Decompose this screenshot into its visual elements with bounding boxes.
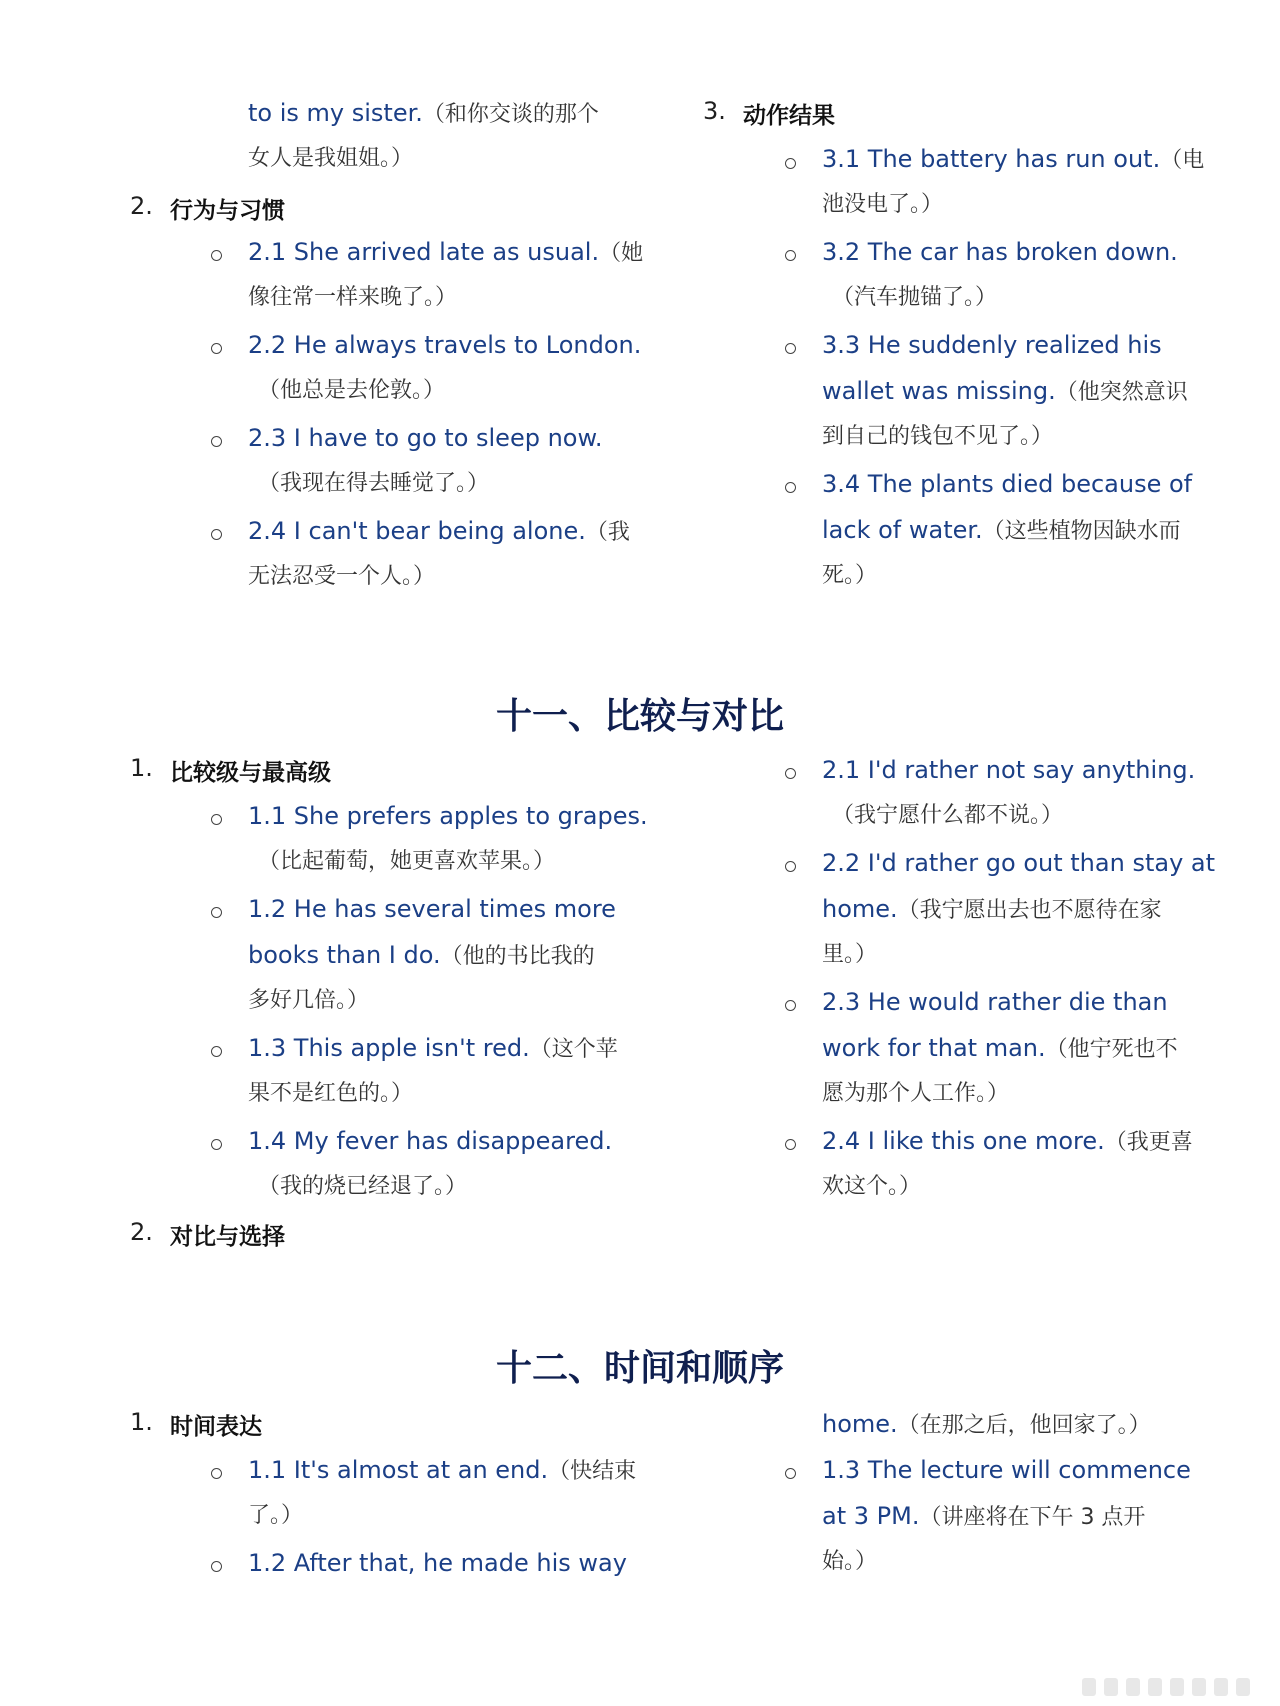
sentence-en: at 3 PM. bbox=[822, 1502, 920, 1530]
sentence-zh: （我更喜 bbox=[1104, 1130, 1193, 1155]
sentence-en: books than I do. bbox=[248, 941, 441, 969]
page-mark-icon bbox=[1104, 1678, 1118, 1696]
list-item-cont bbox=[822, 1500, 1145, 1534]
continued-sentence bbox=[822, 1408, 1151, 1442]
sentence-zh-line: 里。） bbox=[822, 942, 878, 967]
page-mark-icon bbox=[1126, 1678, 1140, 1696]
sentence-zh-line: 像往常一样来晚了。） bbox=[248, 285, 458, 310]
sentence-en: 1.4 My fever has disappeared. bbox=[248, 1127, 613, 1155]
sentence-zh: （我宁愿出去也不愿待在家 bbox=[897, 898, 1162, 923]
sentence-zh: （电 bbox=[1160, 148, 1205, 173]
sentence-zh-line: 多好几倍。） bbox=[248, 988, 370, 1013]
sentence-en: 2.1 She arrived late as usual. bbox=[248, 238, 600, 266]
sentence-zh: （在那之后，他回家了。） bbox=[897, 1413, 1151, 1438]
sentence-zh: （他宁死也不 bbox=[1045, 1037, 1178, 1062]
list-item bbox=[248, 515, 630, 549]
sentence-en: 1.3 This apple isn't red. bbox=[248, 1034, 530, 1062]
sentence-en: wallet was missing. bbox=[822, 377, 1056, 405]
sentence-zh: （他的书比我的 bbox=[440, 944, 595, 969]
sentence-en: 2.1 I'd rather not say anything. bbox=[822, 756, 1196, 784]
sentence-en: 2.2 He always travels to London. bbox=[248, 331, 642, 359]
sentence-en: 3.4 The plants died because of bbox=[822, 470, 1193, 498]
sentence-zh-line: 果不是红色的。） bbox=[248, 1081, 414, 1106]
sentence-zh-line: 无法忍受一个人。） bbox=[248, 564, 436, 589]
list-item bbox=[822, 143, 1204, 177]
bullet-icon bbox=[785, 250, 796, 261]
section-title: 十二、时间和顺序 bbox=[495, 1348, 784, 1389]
page-mark-icon bbox=[1082, 1678, 1096, 1696]
footer-watermark bbox=[1082, 1678, 1250, 1696]
sentence-en: to is my sister. bbox=[248, 99, 423, 127]
bullet-icon bbox=[785, 768, 796, 779]
sentence-en: 3.2 The car has broken down. bbox=[822, 238, 1178, 266]
bullet-icon bbox=[785, 1468, 796, 1479]
sentence-zh-line: （他总是去伦敦。） bbox=[258, 378, 446, 403]
sentence-zh: （他突然意识 bbox=[1055, 380, 1188, 405]
sentence-zh: （和你交谈的那个 bbox=[422, 102, 599, 127]
sentence-zh-line: （比起葡萄，她更喜欢苹果。） bbox=[258, 849, 556, 874]
bullet-icon bbox=[211, 1561, 222, 1572]
sentence-en: 1.1 It's almost at an end. bbox=[248, 1456, 549, 1484]
page-mark-icon bbox=[1170, 1678, 1184, 1696]
category-number: 2. bbox=[130, 192, 153, 220]
sentence-en: 1.2 After that, he made his way bbox=[248, 1549, 627, 1577]
sentence-zh: （我 bbox=[585, 520, 630, 545]
sentence-zh-line: （我宁愿什么都不说。） bbox=[832, 803, 1064, 828]
list-item bbox=[248, 236, 643, 270]
list-item bbox=[248, 1032, 618, 1066]
sentence-zh-line: 欢这个。） bbox=[822, 1174, 922, 1199]
list-item bbox=[248, 1454, 636, 1488]
list-item bbox=[822, 1125, 1193, 1159]
bullet-icon bbox=[211, 436, 222, 447]
bullet-icon bbox=[785, 861, 796, 872]
sentence-en: 2.2 I'd rather go out than stay at bbox=[822, 849, 1216, 877]
bullet-icon bbox=[211, 250, 222, 261]
sentence-zh-line: 池没电了。） bbox=[822, 192, 944, 217]
section-title: 十一、比较与对比 bbox=[495, 696, 784, 737]
page-mark-icon bbox=[1192, 1678, 1206, 1696]
bullet-icon bbox=[211, 1468, 222, 1479]
category-title: 行为与习惯 bbox=[170, 198, 285, 224]
sentence-zh-line: 女人是我姐姐。） bbox=[248, 146, 414, 171]
sentence-zh: （这些植物因缺水而 bbox=[982, 519, 1181, 544]
bullet-icon bbox=[211, 343, 222, 354]
sentence-en: 2.4 I can't bear being alone. bbox=[248, 517, 586, 545]
category-number: 3. bbox=[703, 97, 726, 125]
bullet-icon bbox=[211, 814, 222, 825]
sentence-en: 2.3 I have to go to sleep now. bbox=[248, 424, 603, 452]
bullet-icon bbox=[211, 1139, 222, 1150]
category-title: 对比与选择 bbox=[170, 1224, 285, 1250]
sentence-en: 1.2 He has several times more bbox=[248, 895, 616, 923]
sentence-zh: （这个苹 bbox=[529, 1037, 618, 1062]
sentence-zh-line: （我的烧已经退了。） bbox=[258, 1174, 468, 1199]
category-number: 2. bbox=[130, 1218, 153, 1246]
sentence-en: 3.3 He suddenly realized his bbox=[822, 331, 1162, 359]
bullet-icon bbox=[785, 1139, 796, 1150]
sentence-zh-line: 了。） bbox=[248, 1503, 304, 1528]
sentence-zh: （她 bbox=[599, 241, 644, 266]
continued-sentence bbox=[248, 97, 599, 131]
sentence-en: home. bbox=[822, 895, 898, 923]
sentence-en: home. bbox=[822, 1410, 898, 1438]
bullet-icon bbox=[785, 158, 796, 169]
category-title: 动作结果 bbox=[743, 103, 835, 129]
sentence-en: 1.3 The lecture will commence bbox=[822, 1456, 1191, 1484]
sentence-zh: （讲座将在下午 3 点开 bbox=[919, 1505, 1146, 1530]
page-mark-icon bbox=[1214, 1678, 1228, 1696]
page-mark-icon bbox=[1236, 1678, 1250, 1696]
category-number: 1. bbox=[130, 1408, 153, 1436]
bullet-icon bbox=[785, 1000, 796, 1011]
bullet-icon bbox=[211, 529, 222, 540]
sentence-zh-line: 死。） bbox=[822, 563, 878, 588]
page-mark-icon bbox=[1148, 1678, 1162, 1696]
sentence-zh: （快结束 bbox=[548, 1459, 637, 1484]
bullet-icon bbox=[785, 482, 796, 493]
list-item-cont bbox=[822, 375, 1188, 409]
sentence-en: 1.1 She prefers apples to grapes. bbox=[248, 802, 648, 830]
sentence-zh-line: （我现在得去睡觉了。） bbox=[258, 471, 490, 496]
sentence-zh-line: 愿为那个人工作。） bbox=[822, 1081, 1010, 1106]
list-item-cont bbox=[822, 1032, 1178, 1066]
list-item-cont bbox=[248, 939, 595, 973]
sentence-zh-line: （汽车抛锚了。） bbox=[832, 285, 998, 310]
bullet-icon bbox=[211, 1046, 222, 1057]
category-title: 比较级与最高级 bbox=[170, 760, 331, 786]
bullet-icon bbox=[211, 907, 222, 918]
sentence-en: 3.1 The battery has run out. bbox=[822, 145, 1161, 173]
sentence-en: 2.4 I like this one more. bbox=[822, 1127, 1105, 1155]
sentence-en: lack of water. bbox=[822, 516, 983, 544]
list-item-cont bbox=[822, 893, 1162, 927]
category-number: 1. bbox=[130, 754, 153, 782]
sentence-zh-line: 始。） bbox=[822, 1549, 878, 1574]
sentence-en: work for that man. bbox=[822, 1034, 1046, 1062]
sentence-zh-line: 到自己的钱包不见了。） bbox=[822, 424, 1054, 449]
list-item-cont bbox=[822, 514, 1181, 548]
bullet-icon bbox=[785, 343, 796, 354]
category-title: 时间表达 bbox=[170, 1414, 262, 1440]
sentence-en: 2.3 He would rather die than bbox=[822, 988, 1168, 1016]
